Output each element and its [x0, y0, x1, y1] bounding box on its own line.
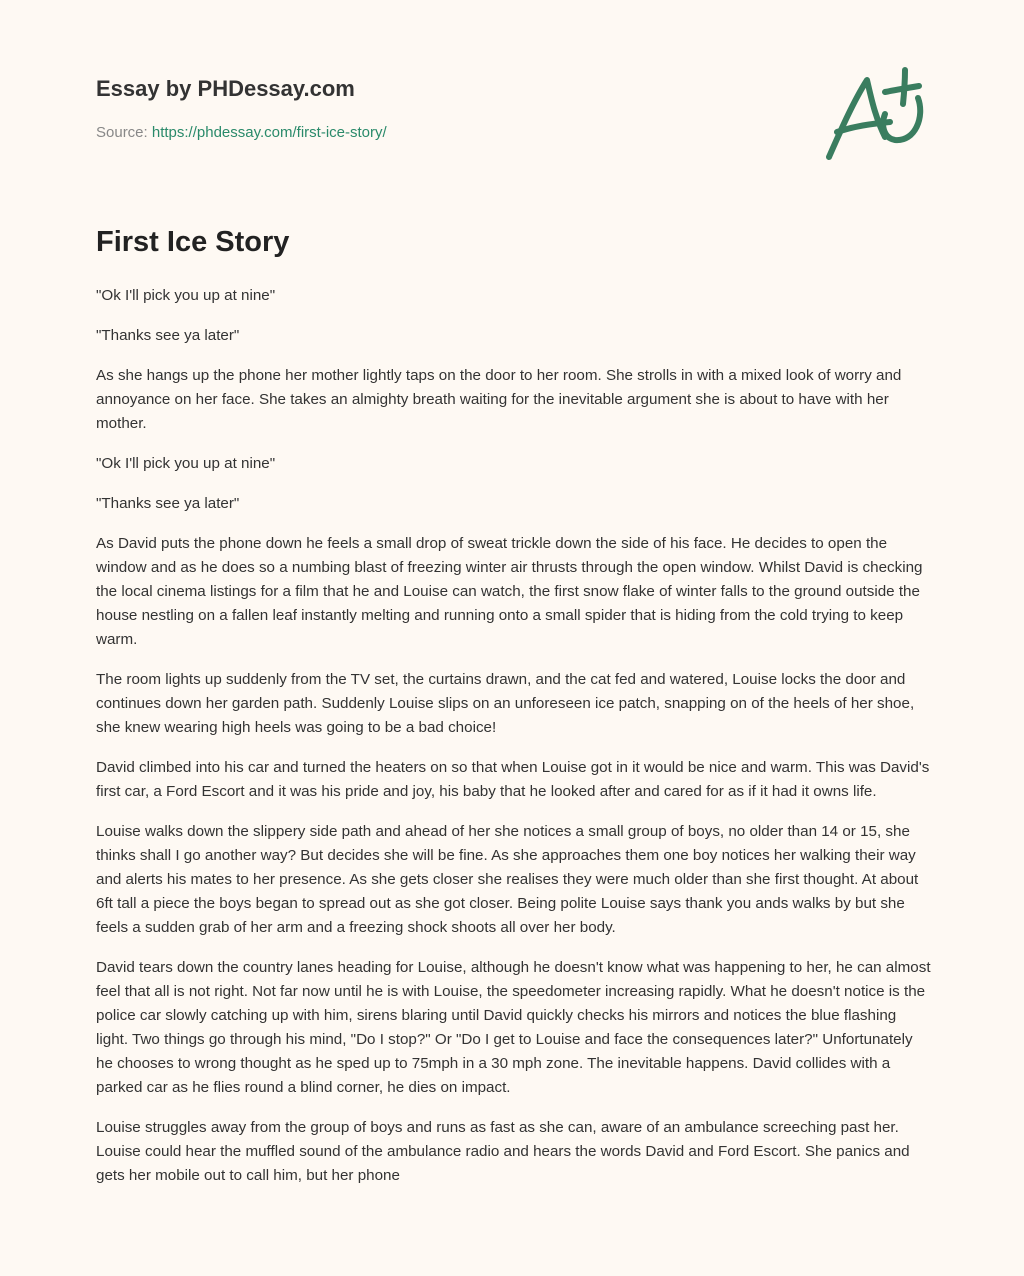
paragraph: David climbed into his car and turned the heaters on so that when Louise got in it would be nice and warm. This was David's first car, a Ford Escort and it was his pride and joy, his baby that he looked after and cared for as if it had it owns life. [96, 759, 930, 800]
paragraph: "Thanks see ya later" [96, 327, 240, 344]
essay-title: First Ice Story [96, 226, 290, 258]
paragraph: As she hangs up the phone her mother lightly taps on the door to her room. She strolls in with a mixed look of worry and annoyance on her face. She takes an almighty breath waiting for the inevitable argument she is about to have with her mother. [96, 367, 902, 432]
paragraph: The room lights up suddenly from the TV set, the curtains drawn, and the cat fed and watered, Louise locks the door and continues down her garden path. Suddenly Louise slips on an unforeseen ice patch, snapping on of the heels of her shoe, she knew wearing high heels was going to be a bad choice! [96, 671, 915, 736]
paragraph: "Ok I'll pick you up at nine" [96, 287, 276, 304]
paragraph: "Thanks see ya later" [96, 495, 240, 512]
site-title: Essay by PHDessay.com [96, 76, 355, 101]
paragraph: As David puts the phone down he feels a small drop of sweat trickle down the side of his face. He decides to open the window and as he does so a numbing blast of freezing winter air thrusts through the open window. Whilst David is checking the local cinema listings for a film that he and Louise can watch, the first snow flake of winter falls to the ground outside the house nestling on a fallen leaf instantly melting and running onto a small spider that is hiding from the cold trying to keep warm. [96, 535, 923, 648]
paragraph: Louise struggles away from the group of boys and runs as fast as she can, aware of an ambulance screeching past her. Louise could hear the muffled sound of the ambulance radio and hears the words David and Ford Escort. She panics and gets her mobile out to call him, but her phone [96, 1119, 910, 1184]
paragraph: "Ok I'll pick you up at nine" [96, 455, 276, 472]
a-plus-logo-icon [815, 62, 935, 167]
source-line [96, 124, 387, 141]
source-link[interactable]: https://phdessay.com/first-ice-story/ [151, 124, 387, 141]
paragraph: Louise walks down the slippery side path and ahead of her she notices a small group of boys, no older than 14 or 15, she thinks shall I go another way? But decides she will be fine. As she approaches them one boy notices her walking their way and alerts his mates to her presence. As she gets closer she realises they were much older than she first thought. At about 6ft tall a piece the boys began to spread out as she got closer. Being polite Louise says thank you ands walks by but she feels a sudden grab of her arm and a freezing shock shoots all over her body. [96, 823, 919, 936]
paragraph: David tears down the country lanes heading for Louise, although he doesn't know what was happening to her, he can almost feel that all is not right. Not far now until he is with Louise, the speedometer increasing rapidly. What he doesn't notice is the police car slowly catching up with him, sirens blaring until David quickly checks his mirrors and notices the blue flashing light. Two things go through his mind, "Do I stop?" Or "Do I get to Louise and face the consequences later?" Unfortunately he chooses to wrong thought as he sped up to 75mph in a 30 mph zone. The inevitable happens. David collides with a parked car as he flies round a blind corner, he dies on impact. [96, 959, 931, 1096]
source-label: Source: [96, 124, 148, 141]
essay-body [96, 284, 932, 1204]
